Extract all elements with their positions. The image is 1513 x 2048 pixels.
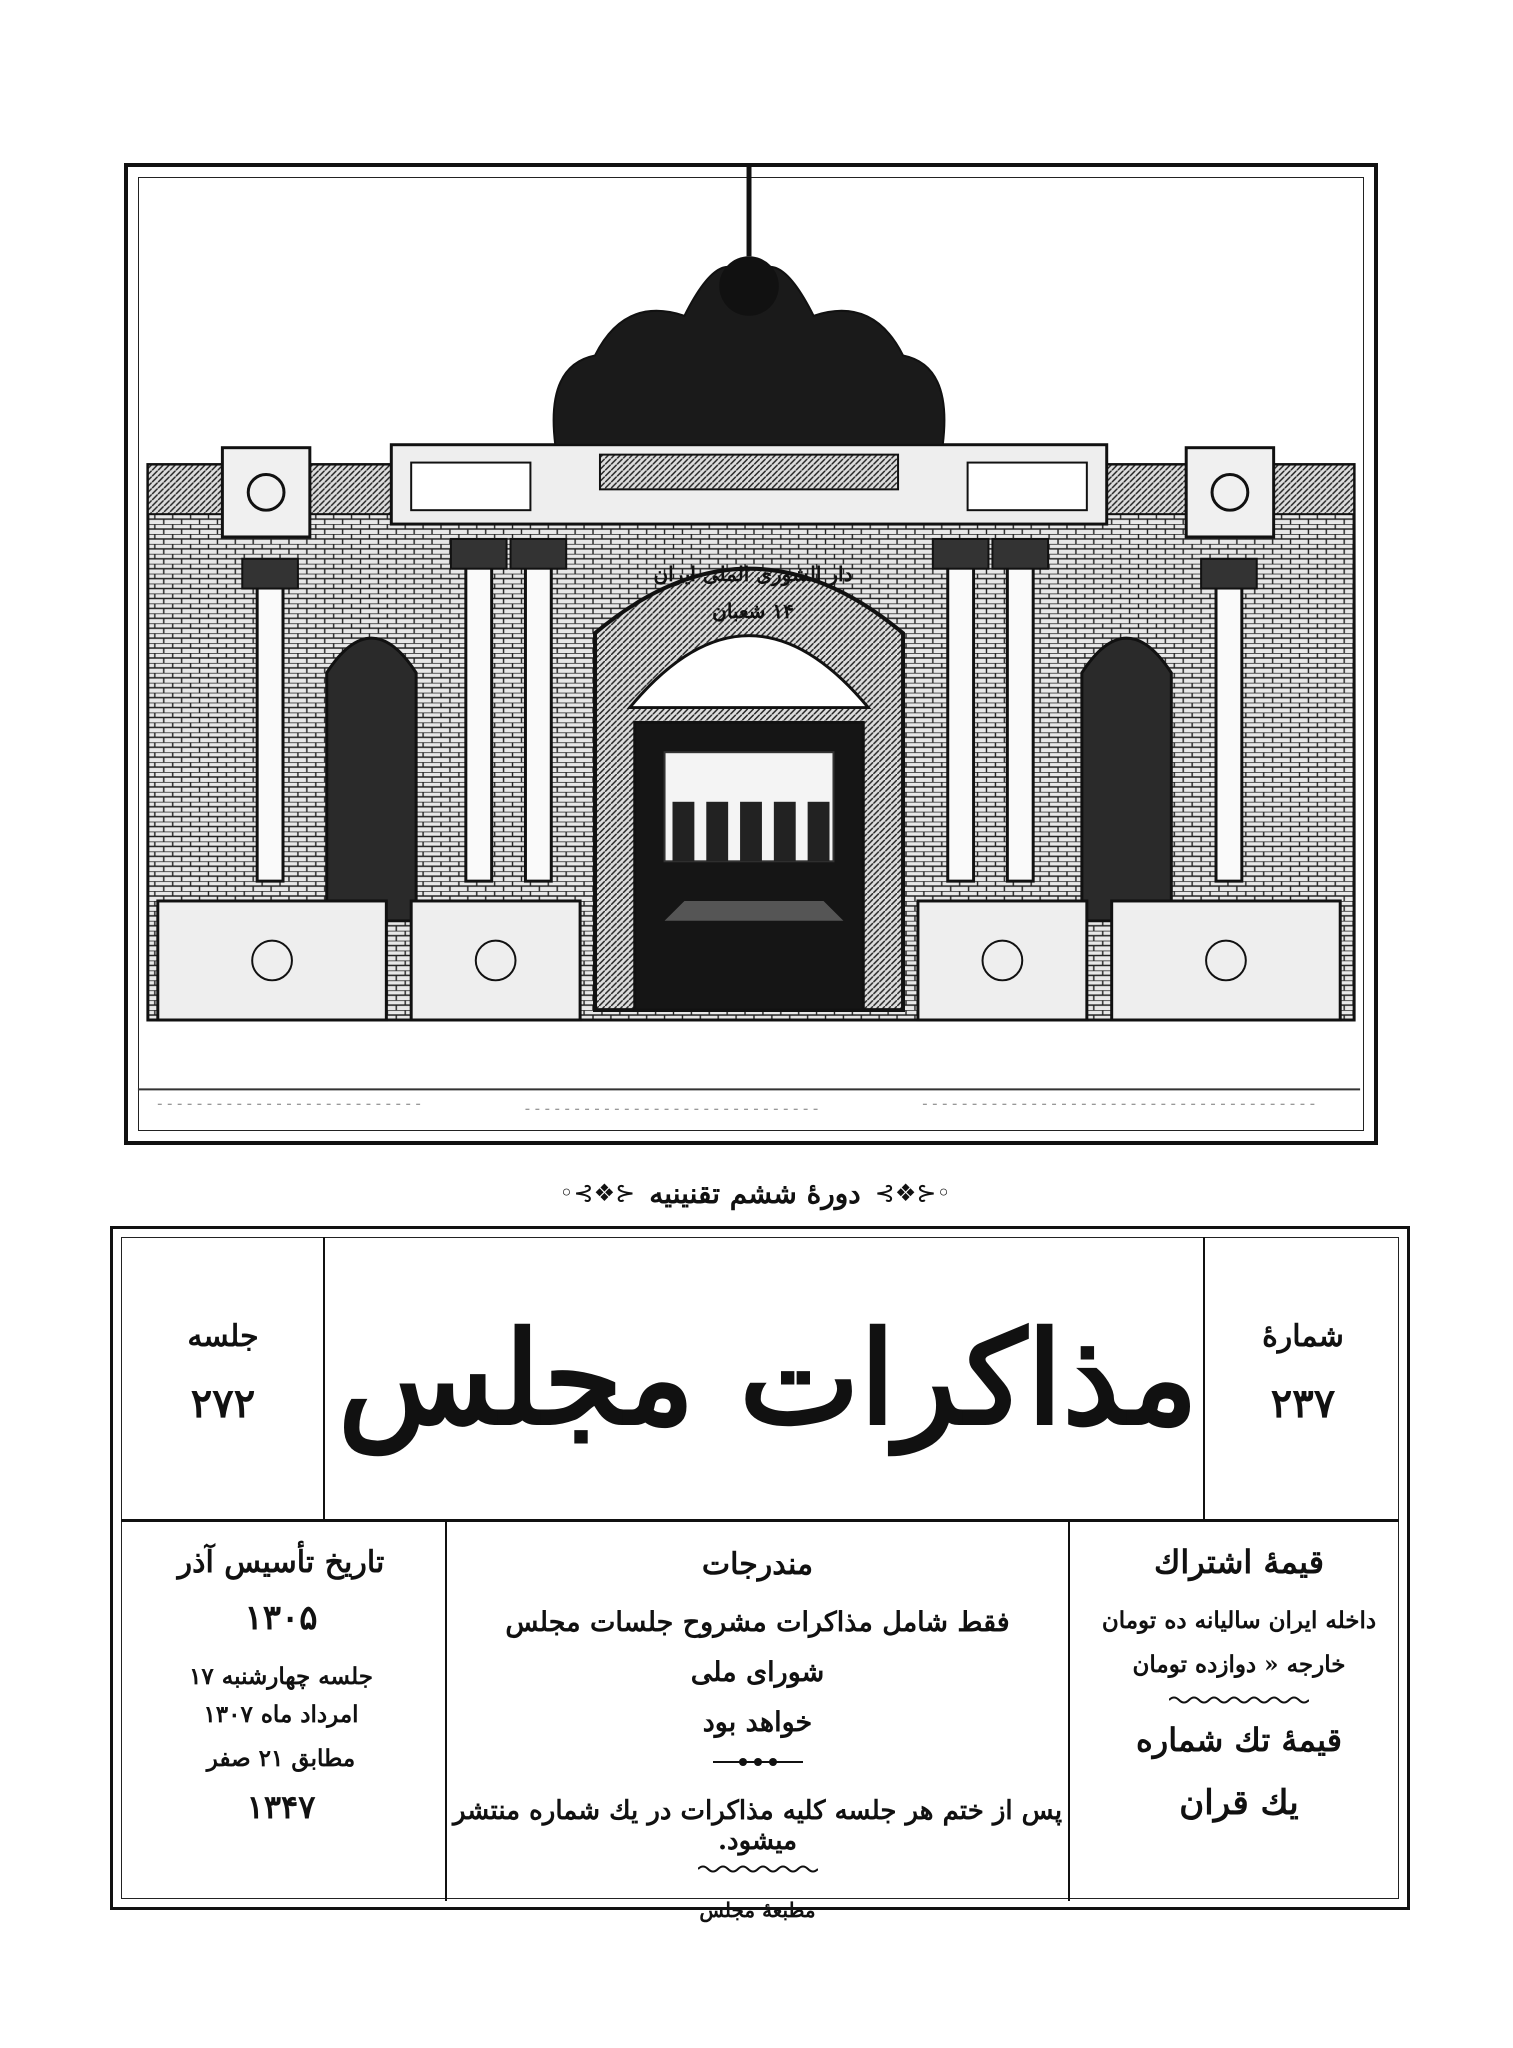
contents-body-line-2: خواهد بود: [702, 1707, 813, 1738]
session-date-line-1: جلسه چهارشنبه ۱۷: [189, 1663, 373, 1690]
hijri-year: ۱۳۴۷: [246, 1788, 316, 1826]
contents-note: پس از ختم هر جلسه کلیه مذاکرات در یك شماره منتشر میشود.: [452, 1796, 1063, 1856]
vertical-divider: [445, 1521, 447, 1901]
subscription-heading: قیمهٔ اشتراك: [1153, 1543, 1325, 1581]
single-issue-price: یك قران: [1179, 1783, 1299, 1823]
issue-number-value: ۲۳۷: [1270, 1380, 1336, 1427]
issue-number-label: شمارهٔ: [1262, 1319, 1344, 1354]
session-date-line-2: امرداد ماه ۱۳۰۷: [203, 1701, 359, 1728]
session-date-line-3: مطابق ۲۱ صفر: [206, 1745, 356, 1772]
founding-year: ۱۳۰۵: [244, 1598, 318, 1638]
wavy-divider-icon: [1169, 1695, 1309, 1705]
ornament-left-icon: ◦⊰❖⊱: [874, 1179, 951, 1207]
arch-date: ۱۴ شعبان: [712, 599, 794, 623]
masthead-box: [110, 1226, 1410, 1922]
contents-heading: مندرجات: [701, 1547, 814, 1582]
divider-ornament-icon: [713, 1756, 803, 1768]
single-issue-heading: قیمهٔ تك شماره: [1135, 1721, 1343, 1759]
issue-number-block: [1213, 1319, 1393, 1427]
founding-label: تاریخ تأسیس آذر: [177, 1545, 385, 1580]
session-value: ۲۷۲: [190, 1380, 256, 1427]
press-name: مطبعهٔ مجلس: [699, 1898, 816, 1922]
session-block: [133, 1319, 313, 1427]
wavy-divider-icon: [698, 1864, 818, 1874]
parliament-gate-illustration: [128, 167, 1374, 1141]
newspaper-title: [323, 1249, 1213, 1509]
period-text: دورهٔ ششم تقنینیه: [649, 1176, 861, 1210]
subscription-foreign: خارجه « دوازده تومان: [1132, 1651, 1346, 1678]
contents-column: [450, 1529, 1065, 1922]
period-line: [540, 1168, 970, 1218]
arch-inscription: دار الشوری الملی ایران: [653, 562, 853, 586]
contents-body-line-1: فقط شامل مذاکرات مشروح جلسات مجلس شورای ملی: [505, 1607, 1010, 1688]
engraving-frame: [124, 163, 1378, 1145]
subscription-domestic: داخله ایران سالیانه ده تومان: [1101, 1607, 1377, 1634]
title-text: مذاکرات مجلس: [337, 1304, 1199, 1454]
subscription-column: [1079, 1529, 1399, 1899]
session-label: جلسه: [187, 1319, 259, 1354]
masthead-divider: [121, 1519, 1399, 1522]
ornament-right-icon: ⊰❖⊱◦: [559, 1179, 636, 1207]
founding-date-column: [121, 1529, 441, 1899]
vertical-divider: [1068, 1521, 1070, 1901]
